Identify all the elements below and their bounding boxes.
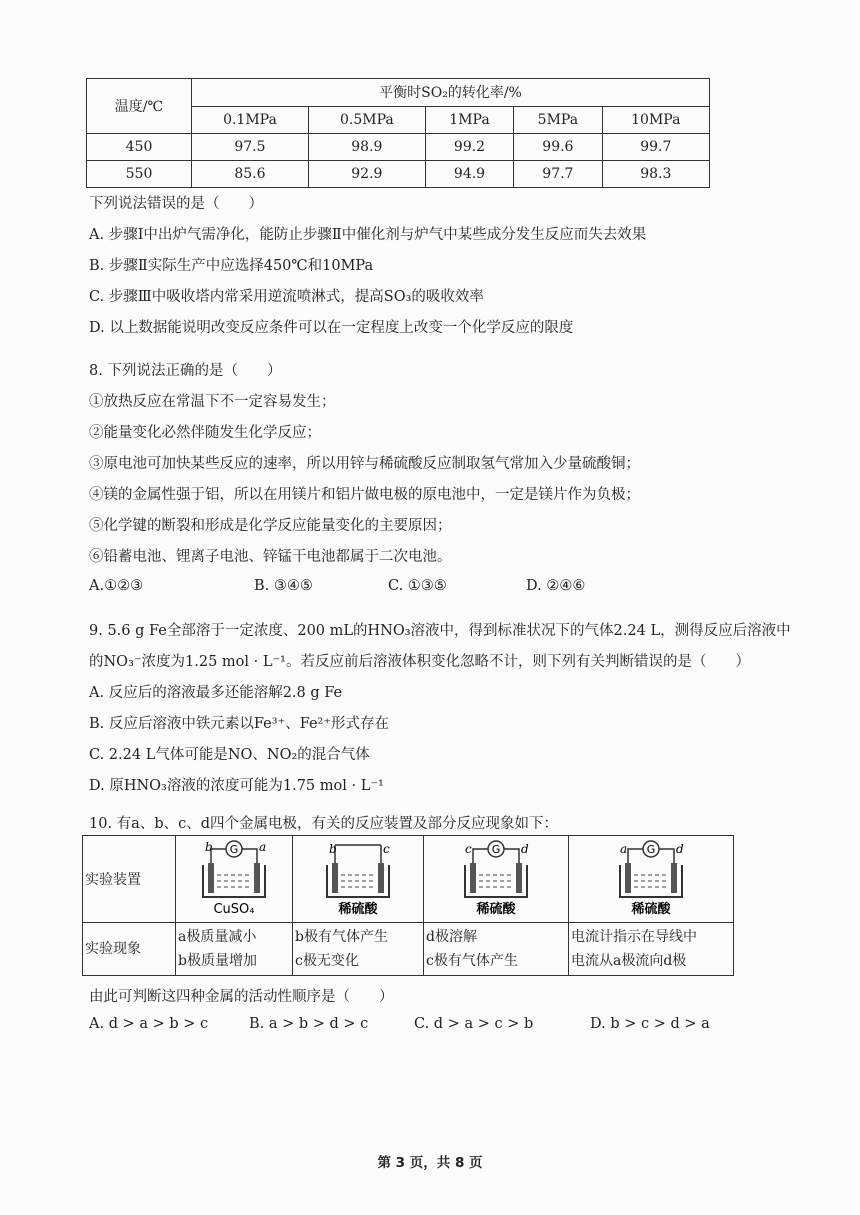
observation-text: 电流从a极流向d极 (571, 953, 687, 969)
temp-cell: 550 (87, 161, 192, 188)
q8-statement: ⑤化学键的断裂和形成是化学反应能量变化的主要原因； (89, 518, 452, 534)
pressure-header: 0.5MPa (308, 106, 425, 134)
observation-text: d极溶解 (426, 929, 477, 945)
q8-statement: ②能量变化必然伴随发生化学反应； (89, 425, 321, 441)
experiment-table (82, 835, 734, 976)
observation-text: c极无变化 (295, 953, 359, 969)
electrochemical-cell-icon (606, 839, 696, 919)
observation-text: 电流计指示在导线中 (571, 929, 697, 945)
q10-option-d: D. b > c > d > a (590, 1016, 710, 1032)
temp-header: 温度/℃ (87, 79, 192, 134)
pressure-header: 10MPa (602, 106, 709, 134)
observation-cell (176, 923, 293, 976)
svg-text:b: b (329, 842, 337, 856)
svg-text:G: G (229, 843, 239, 856)
apparatus-cell (569, 836, 734, 923)
svg-text:d: d (676, 842, 684, 856)
q8-stem: 8. 下列说法正确的是（ ） (89, 363, 282, 379)
value-cell: 98.3 (602, 161, 709, 188)
q10-option-c: C. d > a > c > b (414, 1016, 534, 1032)
value-cell: 99.2 (425, 134, 513, 161)
svg-text:d: d (521, 842, 529, 856)
q10-options (89, 1016, 789, 1032)
value-cell: 94.9 (425, 161, 513, 188)
observation-cell (569, 923, 734, 976)
value-cell: 85.6 (192, 161, 309, 188)
observation-row-label: 实验现象 (83, 923, 176, 976)
q8-statement: ③原电池可加快某些反应的速率，所以用锌与稀硫酸反应制取氢气常加入少量硫酸铜； (89, 456, 640, 472)
q9-option-a: A. 反应后的溶液最多还能溶解2.8 g Fe (89, 685, 343, 701)
svg-text:c: c (465, 842, 472, 856)
svg-text:c: c (383, 842, 390, 856)
q9-stem-line1: 9. 5.6 g Fe全部溶于一定浓度、200 mL的HNO₃溶液中，得到标准状况下的气体2.24 L，测得反应后溶液中 (89, 623, 791, 639)
q8-statement: ④镁的金属性强于铝，所以在用镁片和铝片做电极的原电池中，一定是镁片作为负极； (89, 487, 640, 503)
q9-stem-line2: 的NO₃⁻浓度为1.25 mol · L⁻¹。若反应前后溶液体积变化忽略不计，则下列有关判断错误的是（ ） (89, 654, 750, 670)
observation-cell (293, 923, 424, 976)
value-cell: 97.7 (514, 161, 602, 188)
page-footer: 第 3 页，共 8 页 (377, 1155, 483, 1171)
q8-statement: ①放热反应在常温下不一定容易发生； (89, 394, 336, 410)
q9-option-d: D. 原HNO₃溶液的浓度可能为1.75 mol · L⁻¹ (89, 778, 384, 794)
observation-text: a极质量减小 (178, 929, 257, 945)
pressure-header: 0.1MPa (192, 106, 309, 134)
observation-text: c极有气体产生 (426, 953, 518, 969)
svg-text:G: G (646, 843, 656, 856)
electrochemical-cell-icon (451, 839, 541, 919)
value-cell: 92.9 (308, 161, 425, 188)
svg-text:G: G (491, 843, 501, 856)
q7-option-c: C. 步骤Ⅲ中吸收塔内常采用逆流喷淋式，提高SO₃的吸收效率 (89, 289, 484, 305)
table-row (87, 134, 710, 161)
svg-text:稀硫酸: 稀硫酸 (631, 902, 671, 917)
q8-option-d: D. ②④⑥ (526, 578, 586, 594)
q7-option-a: A. 步骤Ⅰ中出炉气需净化，能防止步骤Ⅱ中催化剂与炉气中某些成分发生反应而失去效果 (89, 227, 647, 243)
svg-text:稀硫酸: 稀硫酸 (338, 902, 378, 917)
value-cell: 97.5 (192, 134, 309, 161)
observation-text: b极有气体产生 (295, 929, 388, 945)
electrochemical-cell-icon (313, 839, 403, 919)
q9-option-c: C. 2.24 L气体可能是NO、NO₂的混合气体 (89, 747, 370, 763)
apparatus-cell (293, 836, 424, 923)
electrochemical-cell-icon (189, 839, 279, 919)
value-cell: 99.6 (514, 134, 602, 161)
svg-text:a: a (620, 842, 628, 856)
svg-text:a: a (259, 840, 267, 854)
temp-cell: 450 (87, 134, 192, 161)
observation-text: b极质量增加 (178, 953, 257, 969)
q10-ask: 由此可判断这四种金属的活动性顺序是（ ） (89, 989, 394, 1005)
svg-text:CuSO₄: CuSO₄ (213, 902, 255, 917)
conversion-group-header: 平衡时SO₂的转化率/% (192, 79, 710, 107)
conversion-table (86, 78, 710, 188)
pressure-header: 1MPa (425, 106, 513, 134)
apparatus-cell (176, 836, 293, 923)
value-cell: 99.7 (602, 134, 709, 161)
q8-option-b: B. ③④⑤ (254, 578, 313, 594)
q10-stem: 10. 有a、b、c、d四个金属电极，有关的反应装置及部分反应现象如下： (89, 816, 558, 832)
q7-stem: 下列说法错误的是（ ） (89, 196, 263, 212)
q8-statement: ⑥铅蓄电池、锂离子电池、锌锰干电池都属于二次电池。 (89, 549, 452, 565)
q8-options (89, 578, 789, 594)
apparatus-row-label: 实验装置 (83, 836, 176, 923)
pressure-header: 5MPa (514, 106, 602, 134)
q8-option-c: C. ①③⑤ (388, 578, 447, 594)
apparatus-cell (424, 836, 569, 923)
svg-text:稀硫酸: 稀硫酸 (476, 902, 516, 917)
q7-option-d: D. 以上数据能说明改变反应条件可以在一定程度上改变一个化学反应的限度 (89, 320, 574, 336)
table-row (87, 161, 710, 188)
q9-option-b: B. 反应后溶液中铁元素以Fe³⁺、Fe²⁺形式存在 (89, 716, 390, 732)
q10-option-b: B. a > b > d > c (249, 1016, 369, 1032)
q10-option-a: A. d > a > b > c (89, 1016, 209, 1032)
q7-option-b: B. 步骤Ⅱ实际生产中应选择450℃和10MPa (89, 258, 374, 274)
svg-text:b: b (205, 840, 213, 854)
q8-option-a: A.①②③ (89, 578, 144, 594)
observation-cell (424, 923, 569, 976)
value-cell: 98.9 (308, 134, 425, 161)
